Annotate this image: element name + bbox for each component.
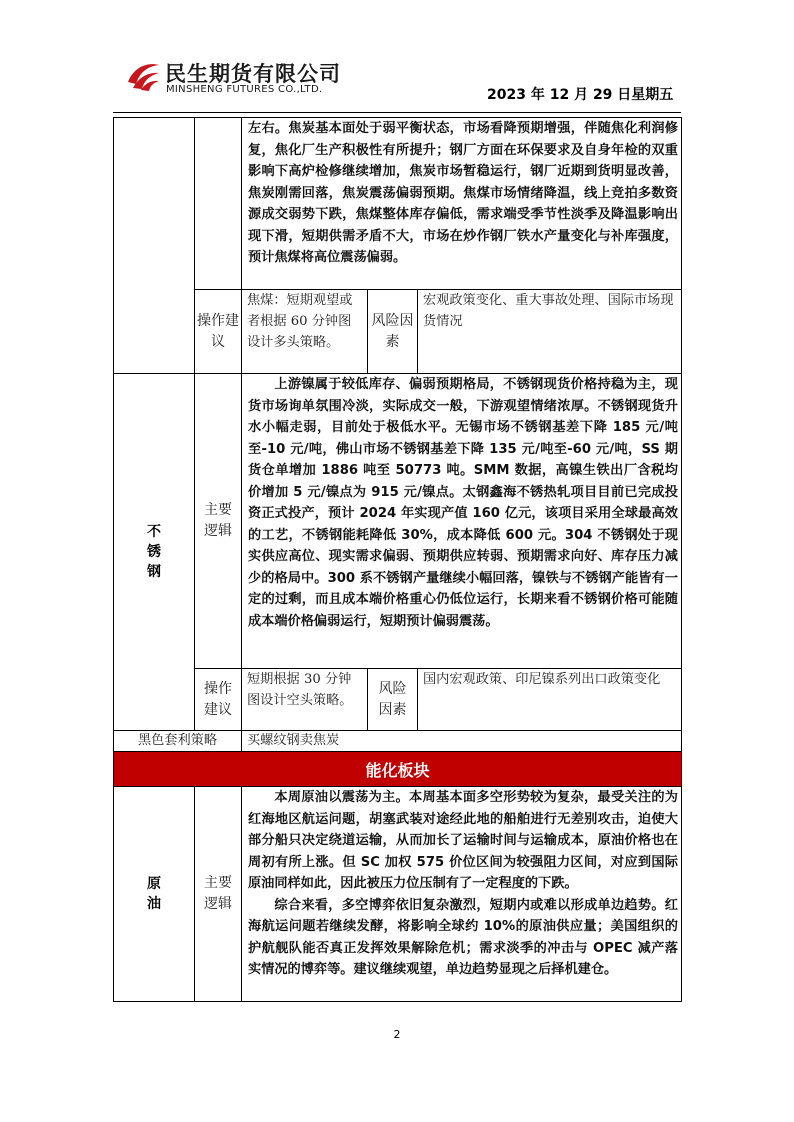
crude-logic-row xyxy=(114,787,682,1002)
report-date: 2023 年 12 月 29 日星期五 xyxy=(487,87,674,103)
coke-section-cell xyxy=(114,118,195,374)
crude-section-label xyxy=(114,787,195,1002)
coke-logic-text: 左右。焦炭基本面处于弱平衡状态，市场看降预期增强，伴随焦化利润修复，焦化厂生产积极性有所提升；钢厂方面在环保要求及自身年检的双重影响下高炉检修继续增加，焦炭市场暂稳运行，钢厂近期到货明显改善，焦炭刚需回落，焦炭震荡偏弱预期。焦煤市场情绪降温，线上竞拍多数资源成交弱势下跌，焦煤整体库存偏低，需求端受季节性淡季及降温影响出现下滑，短期供需矛盾不大，市场在炒作钢厂铁水产量变化与补库强度，预计焦煤将高位震荡偏弱。 xyxy=(242,118,682,290)
stainless-logic-row xyxy=(114,374,682,669)
crude-logic-label xyxy=(195,787,242,1002)
energy-banner: 能化板块 xyxy=(114,752,682,787)
coke-operation-row xyxy=(114,290,682,374)
stainless-risk-label-text: 风险因素 xyxy=(378,680,407,718)
stainless-operation-row xyxy=(114,669,682,731)
crude-paragraph-1: 本周原油以震荡为主。本周基本面多空形势较为复杂，最受关注的为红海地区航运问题，胡塞武装对途经此地的船舶进行无差别攻击，迫使大部分船只决定绕道运输，从而加长了运输时间与运输成本，原油价格也在周初有所上涨。但 SC 加权 575 价位区间为较强阻力区间，对应到国际原油同样如此，因此被压力位压制有了一定程度的下跌。 xyxy=(248,790,678,891)
stainless-risk-label xyxy=(368,669,418,731)
company-logo xyxy=(125,56,365,102)
black-arbitrage-row xyxy=(114,731,682,752)
logo-english-name: MINSHENG FUTURES CO.,LTD. xyxy=(166,84,323,95)
logo-emblem-icon xyxy=(125,58,161,92)
stainless-risk-text: 国内宏观政策、印尼镍系列出口政策变化 xyxy=(418,669,682,731)
black-arb-text: 买螺纹钢卖焦炭 xyxy=(242,731,682,752)
crude-paragraph-2: 综合来看，多空博弈依旧复杂激烈，短期内或难以形成单边趋势。红海航运问题若继续发酵，将影响全球约 10%的原油供应量；美国组织的护航舰队能否真正发挥效果解除危机；需求淡季的冲击与 OPEC 减产落实情况的博弈等。建议继续观望，单边趋势显现之后择机建仓。 xyxy=(248,897,678,977)
black-arb-label: 黑色套利策略 xyxy=(114,731,242,752)
crude-logic-text xyxy=(242,787,682,1002)
stainless-logic-label-text: 主要逻辑 xyxy=(204,502,232,539)
energy-banner-row xyxy=(114,752,682,787)
crude-section-text: 原油 xyxy=(147,876,161,912)
crude-logic-label-text: 主要逻辑 xyxy=(204,875,232,912)
coke-risk-label: 风险因素 xyxy=(368,290,418,374)
coke-op-label: 操作建议 xyxy=(195,290,242,374)
coke-logic-row xyxy=(114,118,682,290)
stainless-logic-text: 上游镍属于较低库存、偏弱预期格局，不锈钢现货价格持稳为主，现货市场询单氛围冷淡，实际成交一般，下游观望情绪浓厚。不锈钢现货升水小幅走弱，目前处于极低水平。无锡市场不锈钢基差下降 185 元/吨至-10 元/吨，佛山市场不锈钢基差下降 135 元/吨至-60 元/吨，SS 期货仓单增加 1886 吨至 50773 吨。SMM 数据，高镍生铁出厂含税均价增加 5 元/镍点为 915 元/镍点。太钢鑫海不锈热轧项目目前已完成投资正式投产，预计 2024 年实现产值 160 亿元，该项目采用全球最高效的工艺，不锈钢能耗降低 30%，成本降低 600 元。304 不锈钢处于现实供应高位、现实需求偏弱、预期供应转弱、预期需求向好、库存压力减少的格局中。300 系不锈钢产量继续小幅回落，镍铁与不锈钢产能皆有一定的过剩，而且成本端价格重心仍低位运行，长期来看不锈钢价格可能随成本端价格偏弱运行，短期预计偏弱震荡。 xyxy=(242,374,682,669)
stainless-section-label xyxy=(114,374,195,731)
stainless-op-label-text: 操作建议 xyxy=(204,680,232,718)
strategy-table xyxy=(113,117,682,1002)
stainless-section-text: 不锈钢 xyxy=(147,524,161,580)
page-number: 2 xyxy=(393,1028,401,1041)
logo-chinese-name: 民生期货有限公司 xyxy=(165,62,341,86)
stainless-op-text: 短期根据 30 分钟图设计空头策略。 xyxy=(242,669,368,731)
header-divider xyxy=(113,112,681,113)
coke-op-text: 焦煤：短期观望或者根据 60 分钟图设计多头策略。 xyxy=(242,290,368,374)
coke-risk-text: 宏观政策变化、重大事故处理、国际市场现货情况 xyxy=(418,290,682,374)
stainless-logic-label xyxy=(195,374,242,669)
stainless-op-label xyxy=(195,669,242,731)
coke-logic-label-cell xyxy=(195,118,242,290)
